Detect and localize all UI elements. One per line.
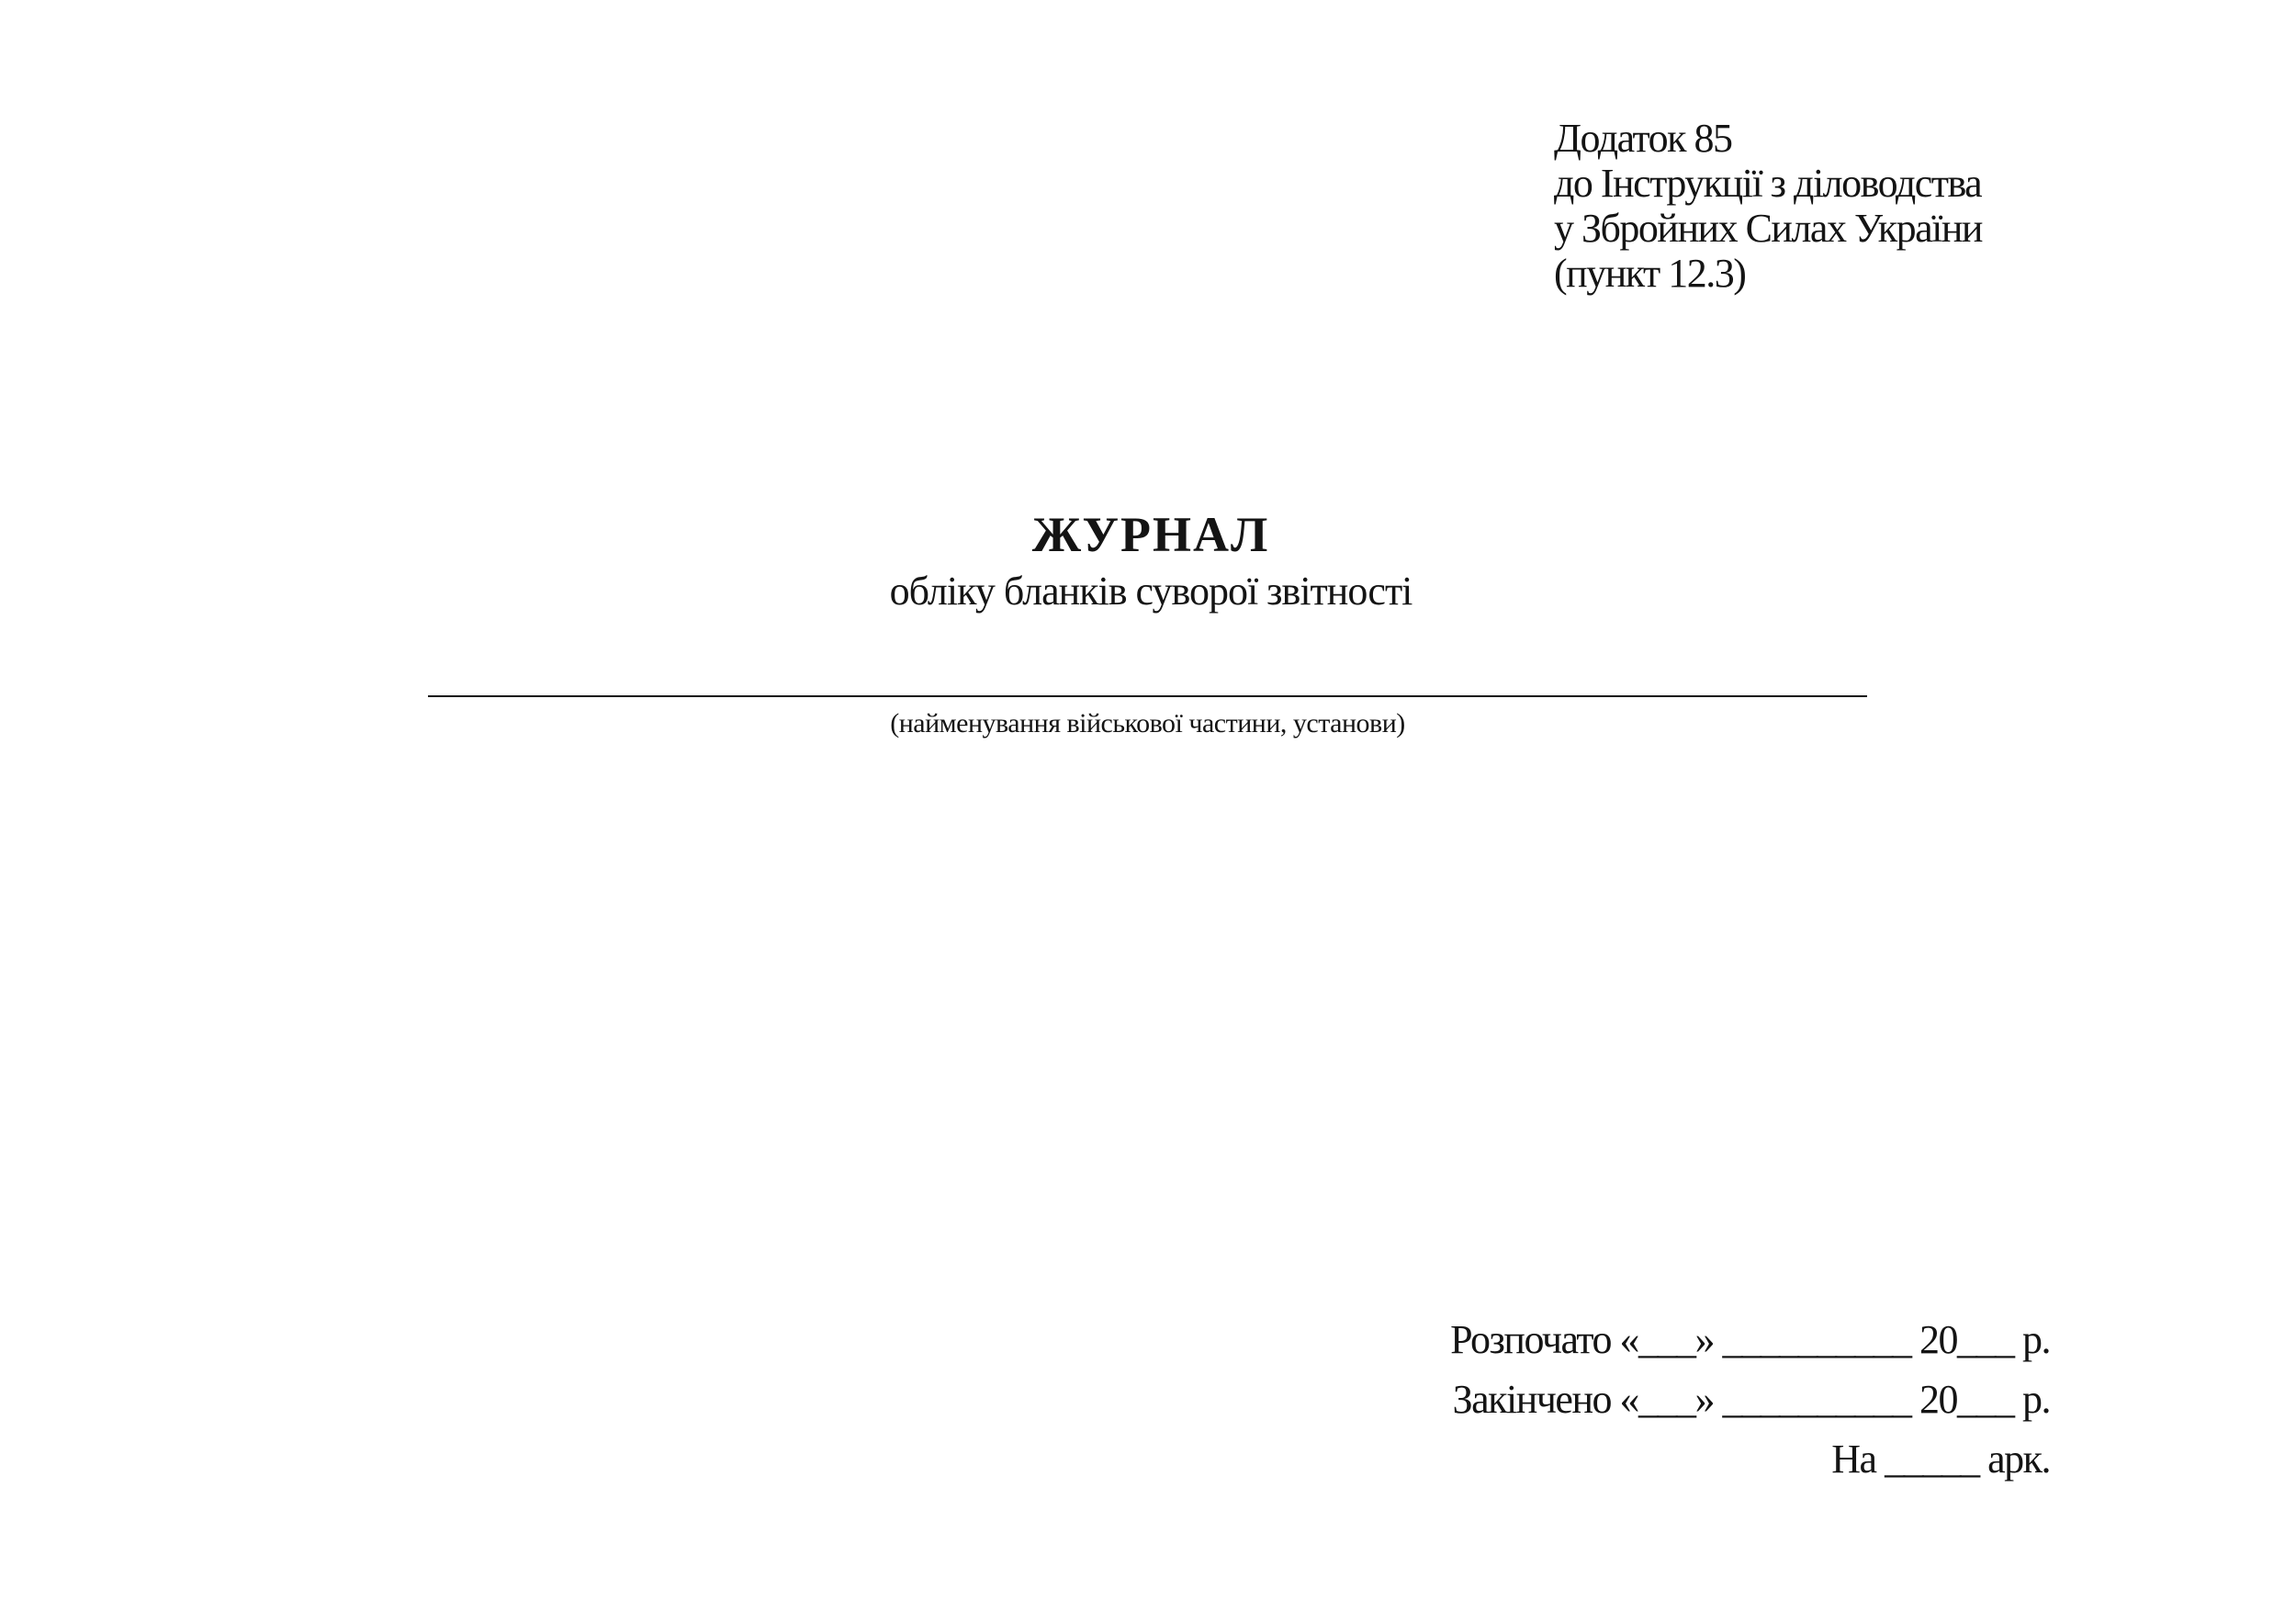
footer-fields-block — [1450, 1310, 2050, 1489]
page-title: ЖУРНАЛ — [1031, 507, 1270, 562]
unit-name-fill-in-line — [428, 695, 1867, 697]
appendix-clause-line: (пункт 12.3) — [1554, 251, 1746, 296]
started-date-line: Розпочато «___» __________ 20___ р. — [1450, 1317, 2050, 1362]
title-block — [3, 507, 2296, 617]
unit-name-caption: (найменування військової частини, установи) — [890, 708, 1405, 738]
finished-date-line: Закінчено «___» __________ 20___ р. — [1452, 1377, 2050, 1422]
appendix-number-line: Додаток 85 — [1554, 116, 1732, 161]
unit-name-section — [428, 695, 1867, 739]
appendix-instruction-line: до Інструкції з діловодства — [1554, 161, 1982, 206]
page-subtitle: обліку бланків суворої звітності — [889, 569, 1412, 614]
appendix-reference-block — [1554, 116, 1982, 296]
sheets-count-line: На _____ арк. — [1831, 1437, 2050, 1482]
appendix-armed-forces-line: у Збройних Силах України — [1554, 206, 1982, 251]
